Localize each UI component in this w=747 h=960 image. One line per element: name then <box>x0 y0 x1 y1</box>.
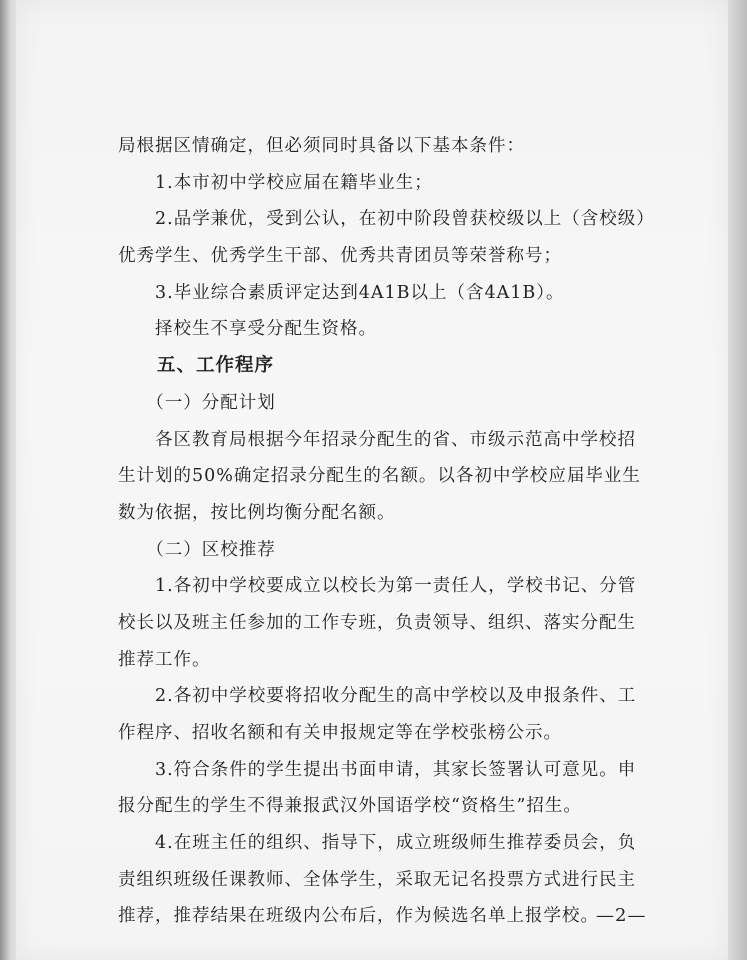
text-line: 校长以及班主任参加的工作专班，负责领导、组织、落实分配生 <box>118 612 636 633</box>
document-body <box>118 128 658 935</box>
text-line: 3.符合条件的学生提出书面申请，其家长签署认可意见。申 <box>118 759 637 780</box>
text-line: 推荐工作。 <box>118 649 211 670</box>
text-line: 3.毕业综合素质评定达到4A1B以上（含4A1B）。 <box>118 282 565 303</box>
text-line: 推荐，推荐结果在班级内公布后，作为候选名单上报学校。 <box>118 906 599 927</box>
page-number: —2— <box>596 905 647 926</box>
subsection-heading: （二）区校推荐 <box>118 539 276 560</box>
subsection-heading: （一）分配计划 <box>118 392 276 413</box>
text-line: 各区教育局根据今年招录分配生的省、市级示范高中学校招 <box>118 429 636 450</box>
text-line: 4.在班主任的组织、指导下，成立班级师生推荐委员会，负 <box>118 833 637 854</box>
text-line: 生计划的50%确定招录分配生的名额。以各初中学校应届毕业生 <box>118 466 641 487</box>
section-heading: 五、工作程序 <box>118 355 275 377</box>
text-line: 1.本市初中学校应届在籍毕业生； <box>118 172 433 193</box>
text-line: 2.品学兼优，受到公认，在初中阶段曾获校级以上（含校级） <box>118 209 655 230</box>
text-line: 数为依据，按比例均衡分配名额。 <box>118 502 396 523</box>
text-line: 作程序、招收名额和有关申报规定等在学校张榜公示。 <box>118 723 562 743</box>
text-line: 2.各初中学校要将招收分配生的高中学校以及申报条件、工 <box>118 686 637 707</box>
text-line: 局根据区情确定，但必须同时具备以下基本条件： <box>118 136 525 156</box>
text-line: 优秀学生、优秀学生干部、优秀共青团员等荣誉称号； <box>118 246 562 267</box>
text-line: 责组织班级任课教师、全体学生，采取无记名投票方式进行民主 <box>118 869 636 890</box>
text-line: 1.各初中学校要成立以校长为第一责任人，学校书记、分管 <box>118 576 637 597</box>
document-page <box>16 0 728 960</box>
text-line: 择校生不享受分配生资格。 <box>118 319 377 340</box>
text-line: 报分配生的学生不得兼报武汉外国语学校“资格生”招生。 <box>118 796 582 817</box>
